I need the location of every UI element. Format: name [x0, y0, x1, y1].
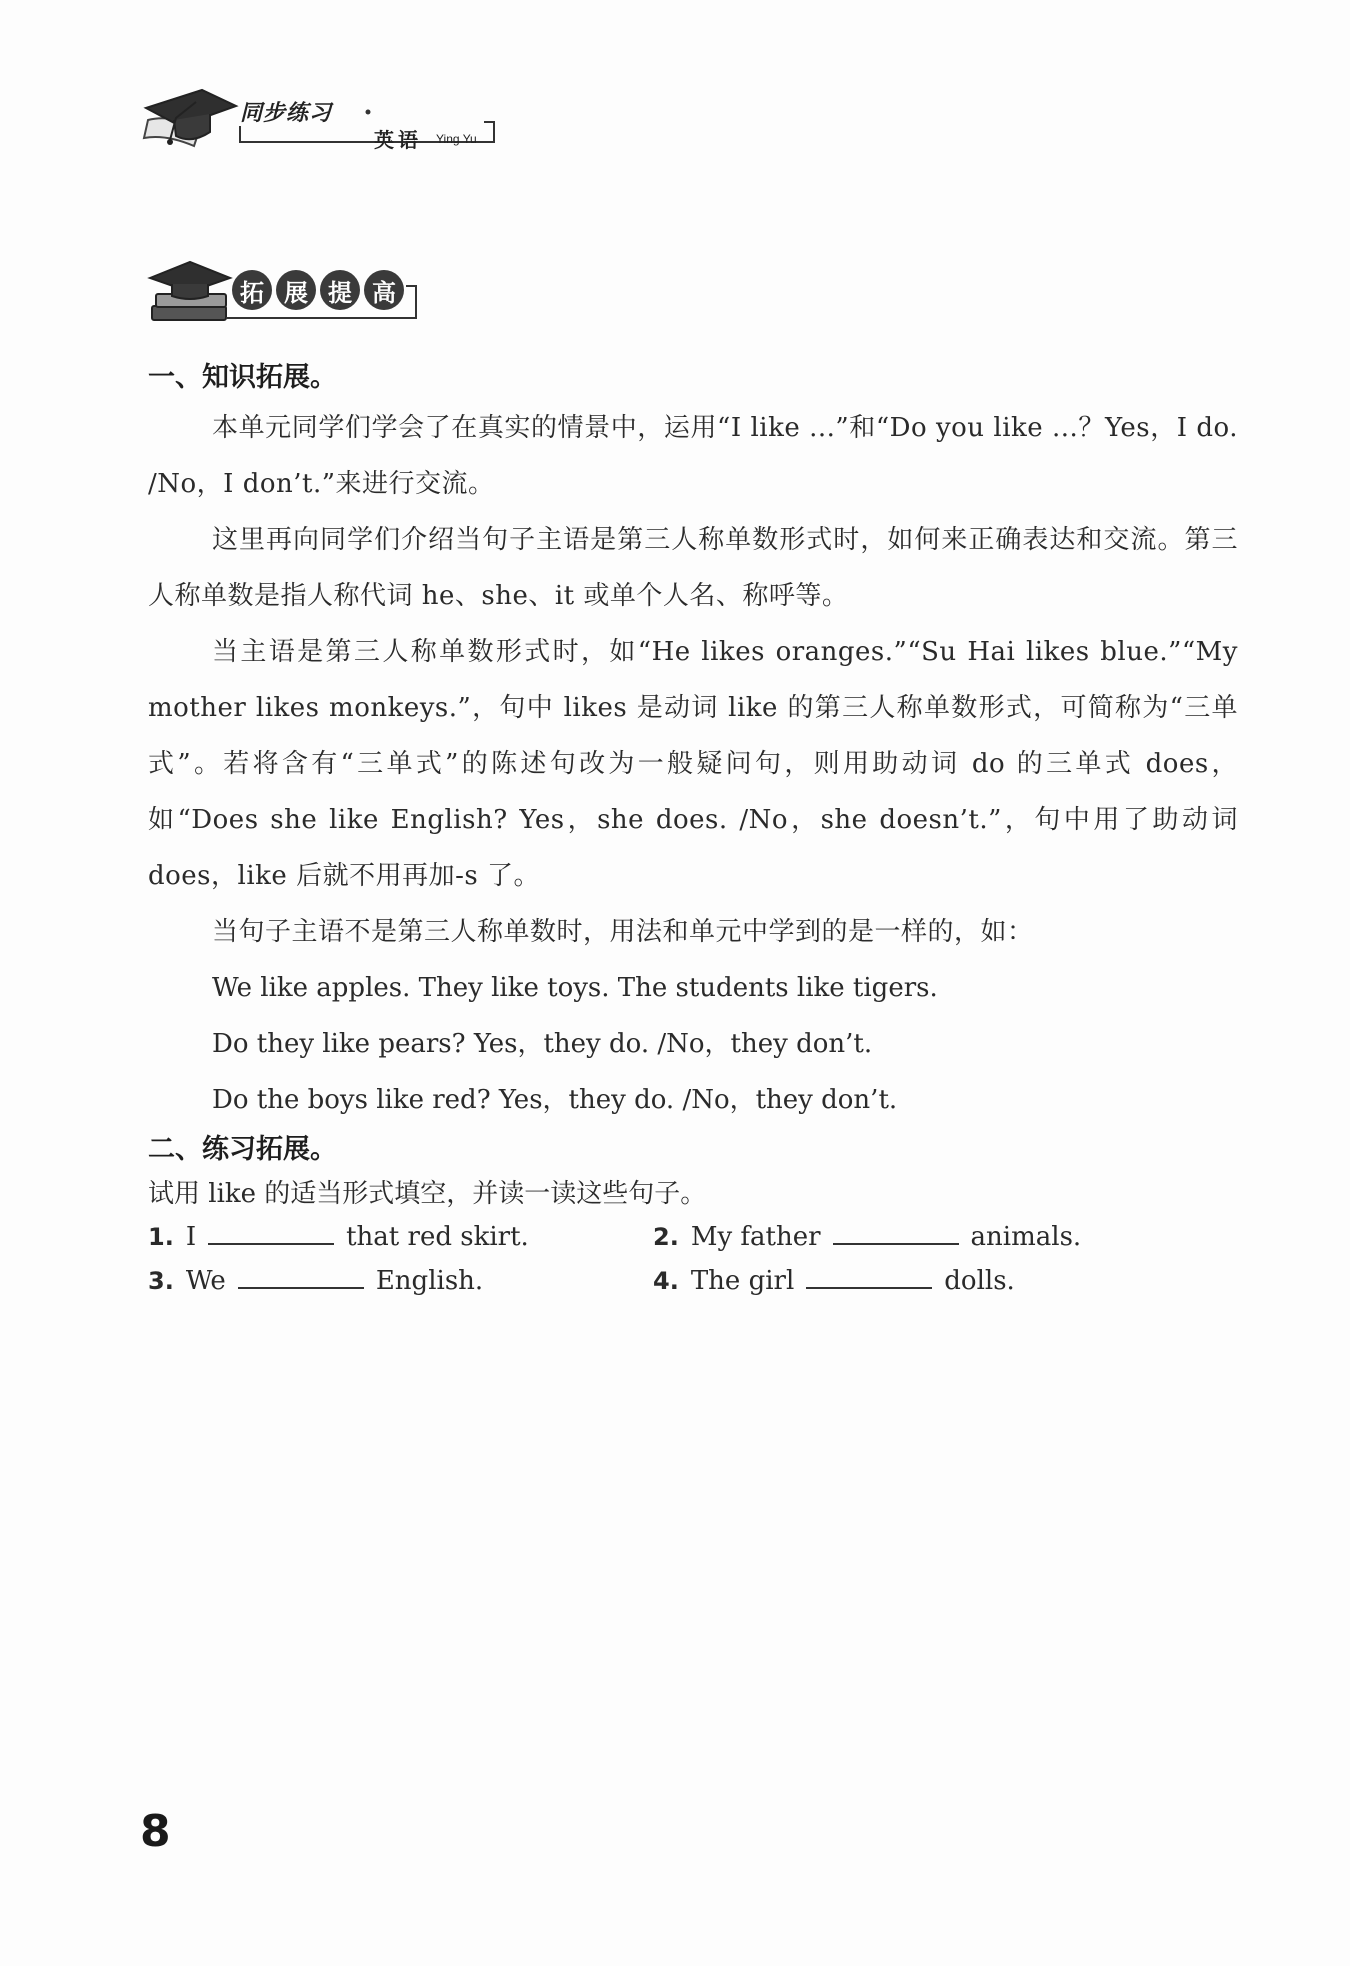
exercise-text-before: My father: [690, 1222, 821, 1252]
exercise-item: [653, 1260, 1158, 1302]
exercise-item: [653, 1216, 1158, 1258]
exercise-number: 4.: [653, 1267, 679, 1295]
exercise-text-before: We: [185, 1266, 226, 1296]
section-banner: [146, 252, 426, 334]
answer-blank[interactable]: [238, 1263, 364, 1289]
exercise-number: 1.: [148, 1223, 174, 1251]
exercise-list: [148, 1216, 1238, 1302]
exercise-text-before: I: [185, 1222, 197, 1252]
example-sentence: Do the boys like red? Yes，they do. /No，they don’t.: [212, 1085, 898, 1115]
exercise-item: [148, 1216, 653, 1258]
paragraph: 这里再向同学们介绍当句子主语是第三人称单数形式时，如何来正确表达和交流。第三人称单数是指人称代词 he、she、it 或单个人名、称呼等。: [148, 525, 1238, 611]
page-header: [140, 84, 510, 164]
part2-heading: 二、练习拓展。: [148, 1134, 337, 1165]
exercise-number: 2.: [653, 1223, 679, 1251]
exercise-item: [148, 1260, 653, 1302]
example-sentence: We like apples. They like toys. The students like tigers.: [212, 973, 938, 1003]
banner-char: 拓: [232, 270, 272, 310]
exercise-instruction: 试用 like 的适当形式填空，并读一读这些句子。: [148, 1179, 707, 1209]
exercise-text-after: dolls.: [944, 1266, 1015, 1296]
series-title: 同步练习: [240, 101, 333, 126]
exercise-text-before: The girl: [690, 1266, 795, 1296]
answer-blank[interactable]: [208, 1219, 334, 1245]
subject-title: 英语: [374, 128, 422, 152]
banner-char: 展: [276, 270, 316, 310]
banner-char: 提: [320, 270, 360, 310]
paragraph: 本单元同学们学会了在真实的情景中，运用“I like ...”和“Do you like ...？Yes，I do. /No，I don’t.”来进行交流。: [148, 413, 1238, 499]
exercise-text-after: English.: [375, 1266, 484, 1296]
answer-blank[interactable]: [833, 1219, 959, 1245]
exercise-text-after: that red skirt.: [346, 1222, 529, 1252]
banner-char: 高: [364, 270, 404, 310]
exercise-number: 3.: [148, 1267, 174, 1295]
exercise-text-after: animals.: [970, 1222, 1082, 1252]
main-content: [148, 356, 1238, 1302]
section-banner-title: [232, 270, 404, 310]
part1-heading: 一、知识拓展。: [148, 362, 337, 393]
subject-pinyin: Ying Yu: [436, 132, 477, 146]
answer-blank[interactable]: [806, 1263, 932, 1289]
page-number: 8: [140, 1806, 171, 1857]
example-sentence: Do they like pears? Yes，they do. /No，they don’t.: [212, 1029, 873, 1059]
paragraph: 当句子主语不是第三人称单数时，用法和单元中学到的是一样的，如：: [212, 917, 1034, 947]
paragraph: 当主语是第三人称单数形式时，如“He likes oranges.”“Su Hai likes blue.”“My mother likes monkeys.”，句中 likes 是动词 like 的第三人称单数形式，可简称为“三单式”。若将含有“三单式”的陈述句改为一般疑问句，则用助动词 do 的三单式 does，如“Does she like English? Yes，she does. /No，she doesn’t.”，句中用了助动词 does，like 后就不用再加-s 了。: [148, 637, 1238, 891]
